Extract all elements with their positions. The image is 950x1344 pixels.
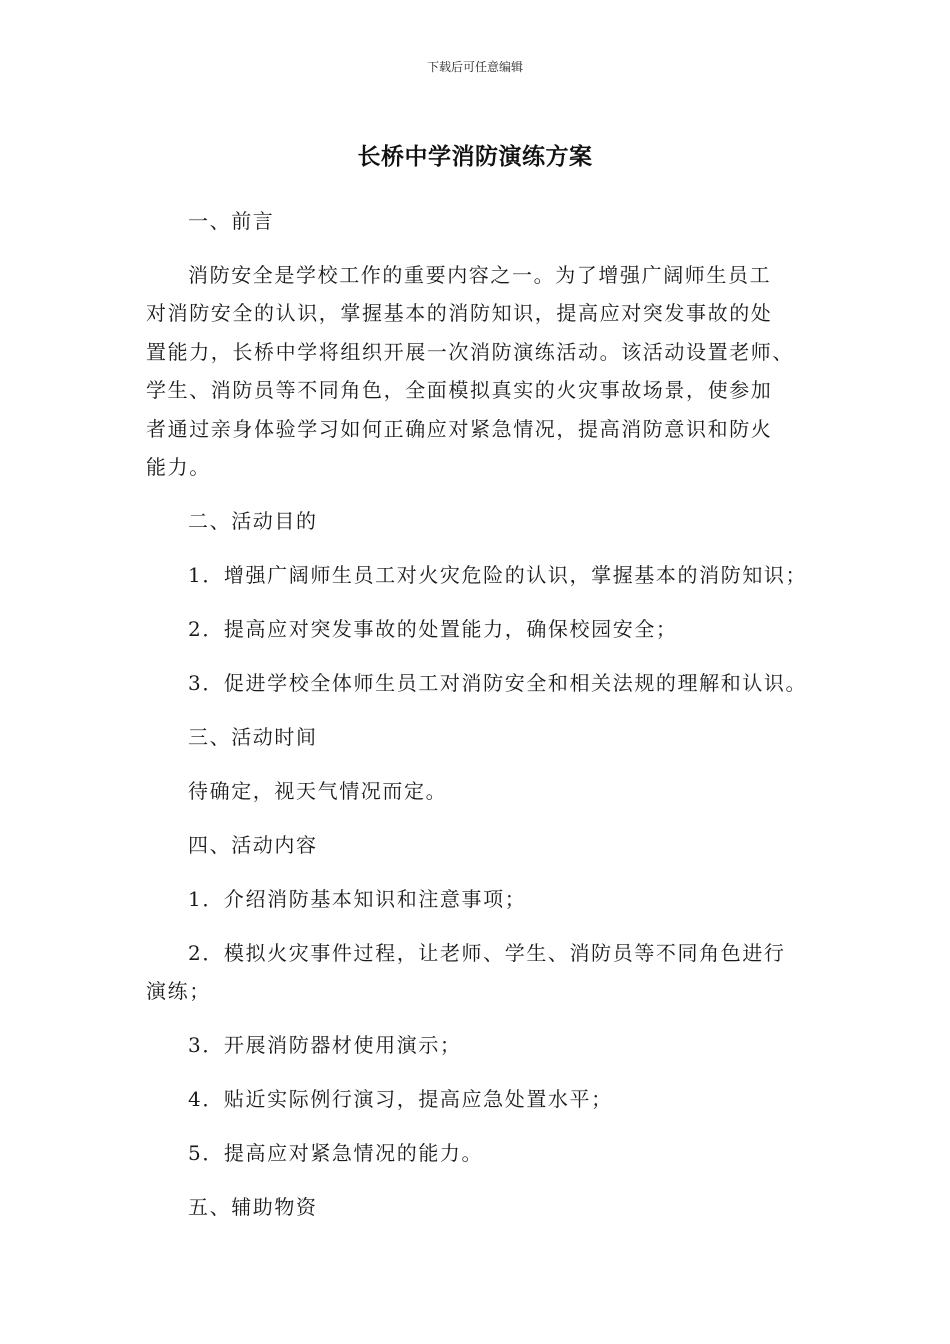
document-title: 长桥中学消防演练方案 (357, 144, 593, 170)
section-heading-preface: 一、前言 (188, 209, 275, 233)
section-heading-time: 三、活动时间 (188, 725, 318, 749)
list-item: 3．开展消防器材使用演示； (188, 1033, 462, 1057)
list-item: 1．增强广阔师生员工对火灾危险的认识，掌握基本的消防知识； (188, 563, 808, 587)
paragraph-line: 对消防安全的认识，掌握基本的消防知识，提高应对突发事故的处 (146, 301, 773, 325)
paragraph-line: 消防安全是学校工作的重要内容之一。为了增强广阔师生员工 (188, 263, 772, 287)
section-heading-supplies: 五、辅助物资 (188, 1195, 318, 1219)
list-item: 5．提高应对紧急情况的能力。 (188, 1141, 484, 1165)
list-item: 3．促进学校全体师生员工对消防安全和相关法规的理解和认识。 (188, 671, 808, 695)
paragraph-line: 置能力，长桥中学将组织开展一次消防演练活动。该活动设置老师、 (146, 340, 794, 364)
paragraph-line: 学生、消防员等不同角色，全面模拟真实的火灾事故场景，使参加 (146, 378, 773, 402)
time-text: 待确定，视天气情况而定。 (188, 779, 448, 803)
section-heading-content: 四、活动内容 (188, 833, 318, 857)
list-item-continuation: 演练； (146, 979, 211, 1003)
section-heading-purpose: 二、活动目的 (188, 509, 318, 533)
list-item: 2．模拟火灾事件过程，让老师、学生、消防员等不同角色进行 (188, 941, 786, 965)
paragraph-line: 能力。 (146, 455, 211, 479)
list-item: 4．贴近实际例行演习，提高应急处置水平； (188, 1087, 613, 1111)
list-item: 1．介绍消防基本知识和注意事项； (188, 887, 527, 911)
paragraph-line: 者通过亲身体验学习如何正确应对紧急情况，提高消防意识和防火 (146, 417, 773, 441)
header-note: 下载后可任意编辑 (426, 60, 523, 74)
list-item: 2．提高应对突发事故的处置能力，确保校园安全； (188, 617, 678, 641)
